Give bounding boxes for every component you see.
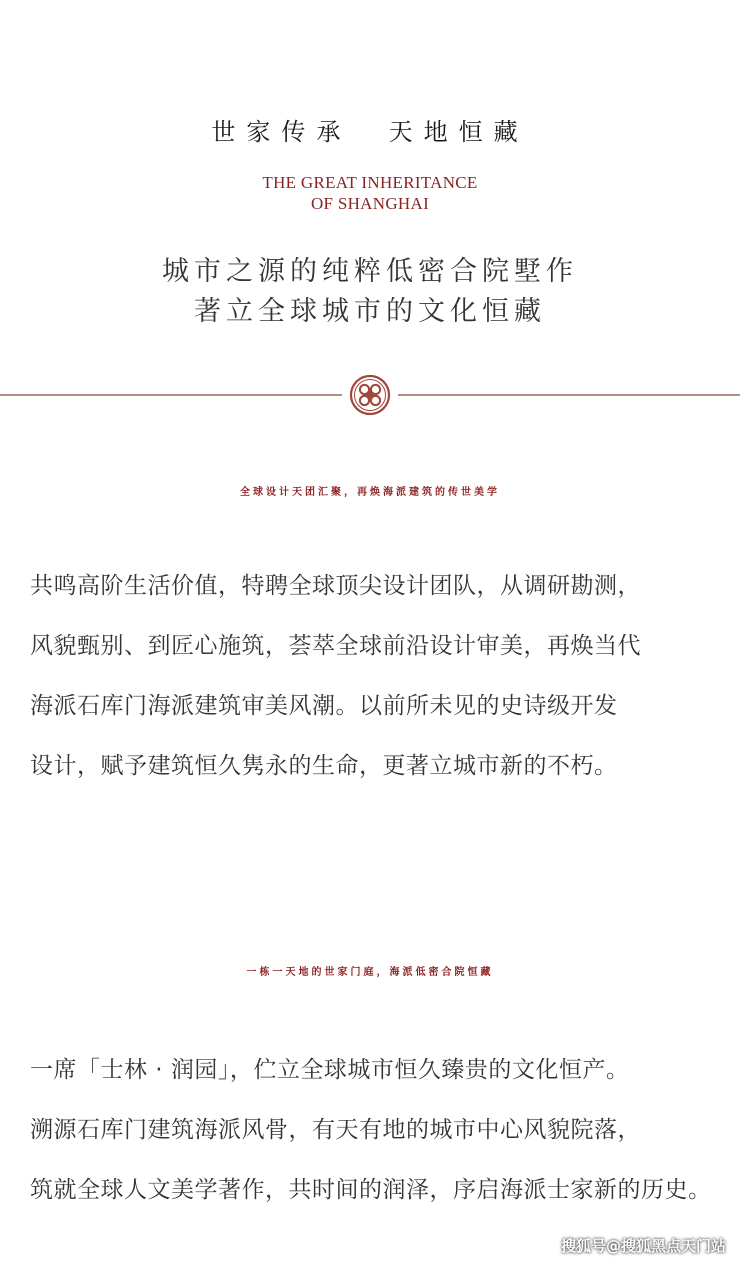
paragraph-line: 溯源石库门建筑海派风骨，有天有地的城市中心风貌院落， <box>30 1117 641 1143</box>
paragraph-line: 设计，赋予建筑恒久隽永的生命，更著立城市新的不朽。 <box>30 753 618 779</box>
paragraph-line: 共鸣高阶生活价值，特聘全球顶尖设计团队，从调研勘测， <box>30 573 641 599</box>
page-title: 世家传承 天地恒藏 <box>211 118 529 146</box>
ornament-emblem-icon <box>349 374 391 416</box>
section-paragraph-design <box>30 556 730 796</box>
section-heading-courtyard: 一栋一天地的世家门庭，海派低密合院恒藏 <box>246 967 494 978</box>
watermark: 搜狐号@搜狐黑点天门站 <box>560 1237 726 1255</box>
divider-line-right <box>398 394 740 396</box>
ornamental-divider <box>0 369 740 421</box>
paragraph-line: 风貌甄别、到匠心施筑，荟萃全球前沿设计审美，再焕当代 <box>30 633 641 659</box>
english-title <box>0 172 740 214</box>
paragraph-line: 海派石库门海派建筑审美风潮。以前所未见的史诗级开发 <box>30 693 618 719</box>
subtitle-line-1: 城市之源的纯粹低密合院墅作 <box>162 256 578 287</box>
english-title-line-1: THE GREAT INHERITANCE <box>262 173 478 192</box>
divider-line-left <box>0 394 342 396</box>
subtitle <box>0 252 740 332</box>
section-heading-design: 全球设计天团汇聚，再焕海派建筑的传世美学 <box>240 487 500 498</box>
paragraph-line: 一席「士林 · 润园」，伫立全球城市恒久臻贵的文化恒产。 <box>30 1057 630 1083</box>
subtitle-line-2: 著立全球城市的文化恒藏 <box>194 296 546 327</box>
section-paragraph-courtyard <box>30 1040 730 1220</box>
paragraph-line: 筑就全球人文美学著作，共时间的润泽，序启海派士家新的历史。 <box>30 1177 712 1203</box>
english-title-line-2: OF SHANGHAI <box>310 194 430 213</box>
